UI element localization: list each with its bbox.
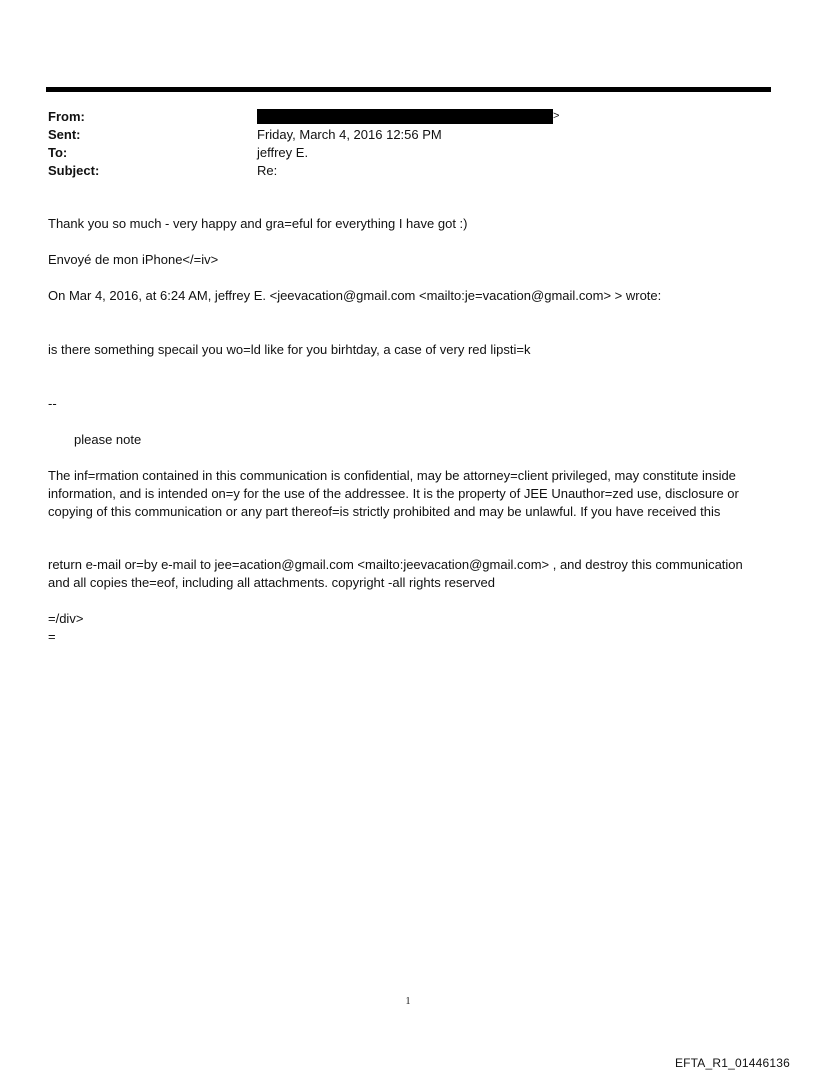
from-label: From: — [48, 109, 85, 124]
page-number: 1 — [405, 996, 411, 1007]
email-header — [48, 108, 768, 180]
sent-value: Friday, March 4, 2016 12:56 PM — [257, 127, 442, 142]
header-divider — [46, 87, 771, 92]
to-label: To: — [48, 145, 68, 160]
document-id: EFTA_R1_01446136 — [674, 1056, 790, 1070]
redaction-block — [257, 109, 553, 124]
body-disclaimer-return: return e-mail or=by e-mail to jee=acation@gmail.com <mailto:jeevacation@gmail.com> , and destroy this communication and all copies the=eof, including all attachments. copyright -all rights reserved — [48, 557, 743, 590]
to-row — [48, 144, 768, 162]
body-signature-line: Envoyé de mon iPhone</=iv> — [48, 252, 219, 267]
subject-row — [48, 162, 768, 180]
body-disclaimer-heading: please note — [74, 432, 142, 447]
subject-value: Re: — [257, 163, 278, 178]
subject-label: Subject: — [48, 163, 100, 178]
body-closing-tag: =/div> — [48, 611, 84, 626]
body-reply-line: Thank you so much - very happy and gra=eful for everything I have got :) — [48, 216, 468, 231]
body-quoted-message: is there something specail you wo=ld like for you birhtday, a case of very red lipsti=k — [48, 342, 531, 357]
to-value: jeffrey E. — [257, 145, 309, 160]
body-trailing-char: = — [48, 629, 56, 644]
body-separator: -- — [48, 396, 57, 411]
sent-label: Sent: — [48, 127, 81, 142]
from-value-tail: > — [553, 110, 560, 122]
from-row — [48, 108, 768, 126]
body-quote-attribution: On Mar 4, 2016, at 6:24 AM, jeffrey E. <jeevacation@gmail.com <mailto:je=vacation@gmail.com> > wrote: — [48, 288, 662, 303]
sent-row — [48, 126, 768, 144]
body-disclaimer-paragraph: The inf=rmation contained in this communication is confidential, may be attorney=client privileged, may constitute inside information, and is intended on=y for the use of the addressee. It is the property of JEE Unauthor=zed use, disclosure or copying of this communication or any part thereof=is strictly prohibited and may be unlawful. If you have received this — [48, 468, 739, 519]
